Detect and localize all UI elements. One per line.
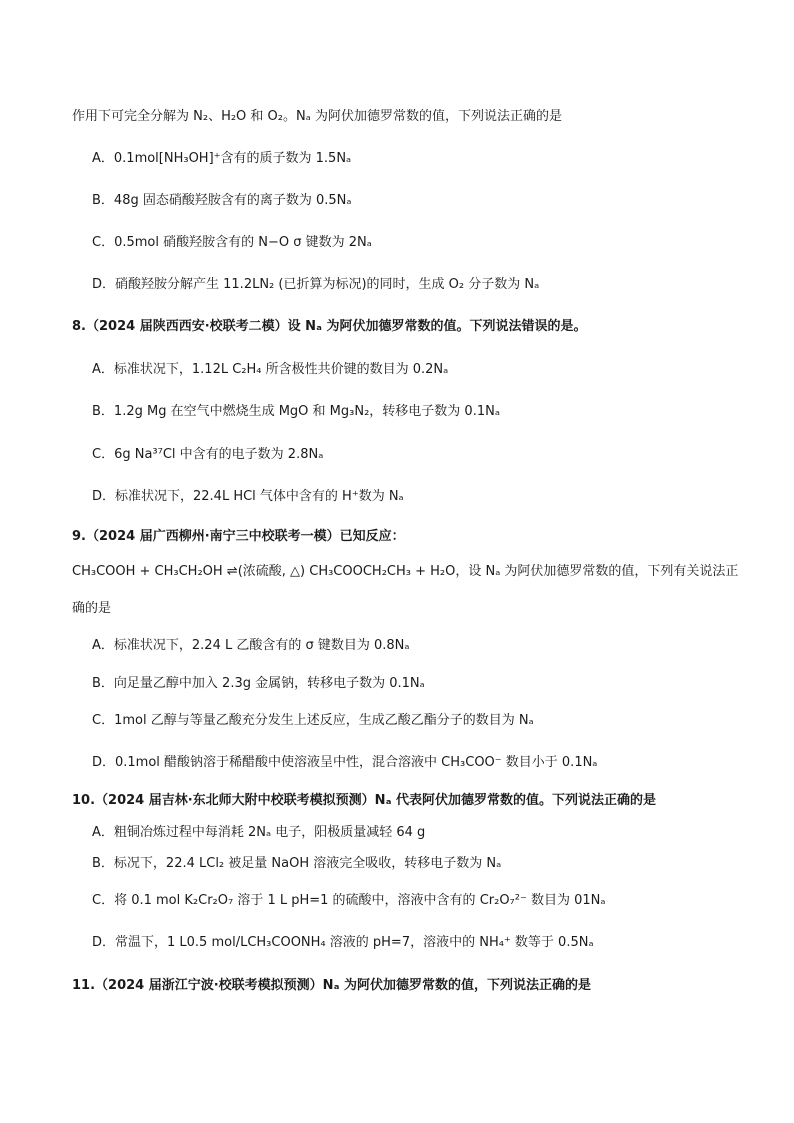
question-7-option-a: A．0.1mol[NH₃OH]⁺含有的质子数为 1.5Nₐ — [92, 151, 352, 166]
question-8-option-b: B．1.2g Mg 在空气中燃烧生成 MgO 和 Mg₃N₂，转移电子数为 0.1Nₐ — [92, 404, 500, 419]
question-7-option-c: C．0.5mol 硝酸羟胺含有的 N−O σ 键数为 2Nₐ — [92, 235, 372, 250]
question-9-stem-end: 确的是 — [72, 601, 112, 616]
question-8-stem: 8.（2024 届陕西西安·校联考二模）设 Nₐ 为阿伏加德罗常数的值。下列说法错误的是。 — [72, 319, 587, 334]
question-9-stem: 9.（2024 届广西柳州·南宁三中校联考一模）已知反应： — [72, 529, 405, 544]
question-7-option-b: B．48g 固态硝酸羟胺含有的离子数为 0.5Nₐ — [92, 193, 352, 208]
question-7-option-d: D．硝酸羟胺分解产生 11.2LN₂ (已折算为标况)的同时，生成 O₂ 分子数为 Nₐ — [92, 277, 540, 292]
question-10-stem: 10.（2024 届吉林·东北师大附中校联考模拟预测）Nₐ 代表阿伏加德罗常数的值。下列说法正确的是 — [72, 793, 657, 808]
question-9-option-b: B．向足量乙醇中加入 2.3g 金属钠，转移电子数为 0.1Nₐ — [92, 676, 425, 691]
question-7-stem-continuation: 作用下可完全分解为 N₂、H₂O 和 O₂。Nₐ 为阿伏加德罗常数的值，下列说法正确的是 — [72, 109, 562, 124]
question-8-option-d: D．标准状况下，22.4L HCl 气体中含有的 H⁺数为 Nₐ — [92, 489, 404, 504]
question-10-option-d: D．常温下，1 L0.5 mol/LCH₃COONH₄ 溶液的 pH=7，溶液中的 NH₄⁺ 数等于 0.5Nₐ — [92, 935, 594, 950]
question-9-option-c: C．1mol 乙醇与等量乙酸充分发生上述反应，生成乙酸乙酯分子的数目为 Nₐ — [92, 713, 534, 728]
question-9-option-a: A．标准状况下，2.24 L 乙酸含有的 σ 键数目为 0.8Nₐ — [92, 638, 410, 653]
question-8-option-c: C．6g Na³⁷Cl 中含有的电子数为 2.8Nₐ — [92, 447, 324, 462]
question-9-equation-line: CH₃COOH + CH₃CH₂OH ⇌(浓硫酸, △) CH₃COOCH₂CH₃ + H₂O，设 Nₐ 为阿伏加德罗常数的值，下列有关说法正 — [72, 564, 739, 579]
question-10-option-b: B．标况下，22.4 LCl₂ 被足量 NaOH 溶液完全吸收，转移电子数为 Nₐ — [92, 856, 502, 871]
question-8-option-a: A．标准状况下，1.12L C₂H₄ 所含极性共价键的数目为 0.2Nₐ — [92, 362, 449, 377]
question-10-option-a: A．粗铜冶炼过程中每消耗 2Nₐ 电子，阳极质量减轻 64 g — [92, 825, 426, 840]
question-11-stem: 11.（2024 届浙江宁波·校联考模拟预测）Nₐ 为阿伏加德罗常数的值，下列说法正确的是 — [72, 978, 592, 993]
question-9-option-d: D．0.1mol 醋酸钠溶于稀醋酸中使溶液呈中性，混合溶液中 CH₃COO⁻ 数目小于 0.1Nₐ — [92, 755, 598, 770]
question-10-option-c: C．将 0.1 mol K₂Cr₂O₇ 溶于 1 L pH=1 的硫酸中，溶液中含有的 Cr₂O₇²⁻ 数目为 01Nₐ — [92, 893, 606, 908]
